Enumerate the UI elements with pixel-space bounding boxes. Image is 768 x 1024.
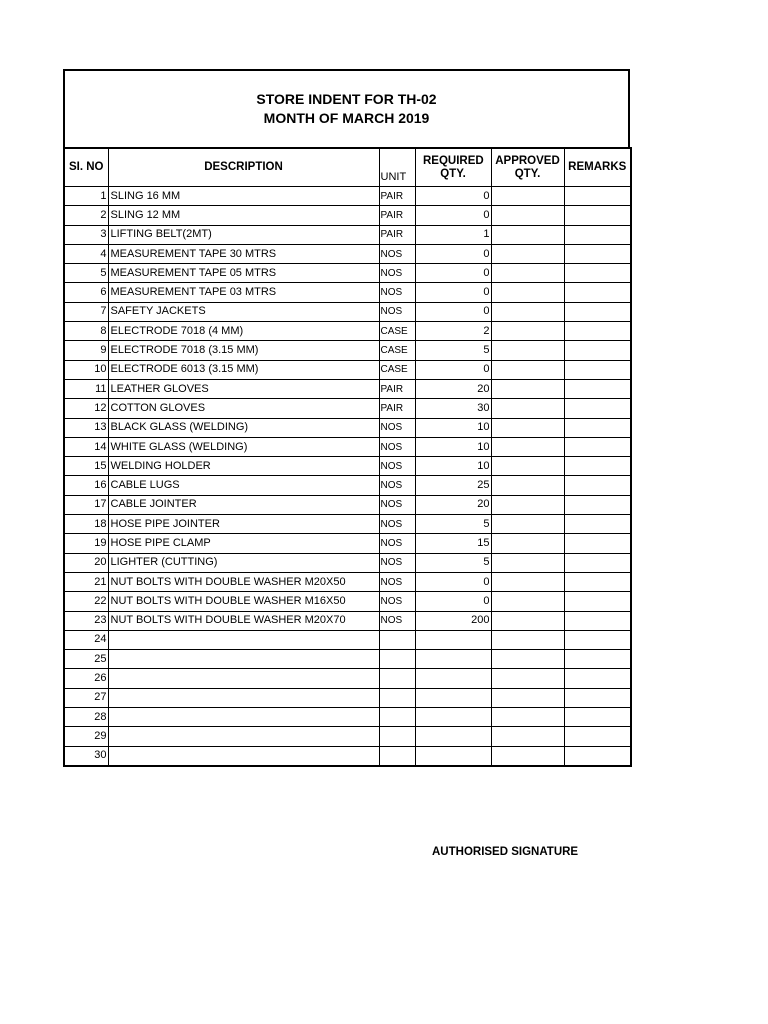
table-row xyxy=(64,592,631,611)
row-description xyxy=(108,669,379,688)
table-row xyxy=(64,322,631,341)
row-description: LIGHTER (CUTTING) xyxy=(108,553,379,572)
row-sl-no: 29 xyxy=(64,727,108,746)
row-approved-qty xyxy=(491,669,564,688)
row-sl-no: 11 xyxy=(64,379,108,398)
row-description xyxy=(108,630,379,649)
table-row xyxy=(64,669,631,688)
row-unit: CASE xyxy=(379,322,415,341)
row-approved-qty xyxy=(491,225,564,244)
table-row xyxy=(64,283,631,302)
row-approved-qty xyxy=(491,746,564,766)
table-row xyxy=(64,360,631,379)
row-unit: PAIR xyxy=(379,206,415,225)
indent-sheet xyxy=(63,69,630,767)
table-row xyxy=(64,495,631,514)
header-description: DESCRIPTION xyxy=(108,148,379,187)
row-sl-no: 5 xyxy=(64,264,108,283)
row-unit: NOS xyxy=(379,244,415,263)
header-approved-qty-label: APPROVED QTY. xyxy=(495,154,560,180)
row-sl-no: 4 xyxy=(64,244,108,263)
row-required-qty: 5 xyxy=(415,341,491,360)
row-approved-qty xyxy=(491,187,564,206)
row-unit: NOS xyxy=(379,515,415,534)
row-description: SAFETY JACKETS xyxy=(108,302,379,321)
row-description: BLACK GLASS (WELDING) xyxy=(108,418,379,437)
row-remarks xyxy=(564,708,631,727)
row-unit xyxy=(379,688,415,707)
row-unit: NOS xyxy=(379,283,415,302)
row-remarks xyxy=(564,302,631,321)
row-sl-no: 24 xyxy=(64,630,108,649)
row-remarks xyxy=(564,244,631,263)
row-required-qty: 10 xyxy=(415,418,491,437)
row-description xyxy=(108,708,379,727)
row-remarks xyxy=(564,495,631,514)
header-remarks: REMARKS xyxy=(564,148,631,187)
row-description: MEASUREMENT TAPE 05 MTRS xyxy=(108,264,379,283)
row-sl-no: 18 xyxy=(64,515,108,534)
row-description: NUT BOLTS WITH DOUBLE WASHER M20X50 xyxy=(108,572,379,591)
row-description: CABLE LUGS xyxy=(108,476,379,495)
table-row xyxy=(64,650,631,669)
table-row xyxy=(64,206,631,225)
row-approved-qty xyxy=(491,495,564,514)
table-row xyxy=(64,572,631,591)
row-description: WHITE GLASS (WELDING) xyxy=(108,437,379,456)
row-sl-no: 7 xyxy=(64,302,108,321)
row-remarks xyxy=(564,592,631,611)
row-unit xyxy=(379,630,415,649)
row-remarks xyxy=(564,264,631,283)
row-sl-no: 13 xyxy=(64,418,108,437)
row-description: LIFTING BELT(2MT) xyxy=(108,225,379,244)
row-unit xyxy=(379,727,415,746)
row-unit: NOS xyxy=(379,592,415,611)
row-remarks xyxy=(564,746,631,766)
row-sl-no: 19 xyxy=(64,534,108,553)
row-approved-qty xyxy=(491,688,564,707)
row-description: ELECTRODE 6013 (3.15 MM) xyxy=(108,360,379,379)
row-required-qty: 0 xyxy=(415,302,491,321)
header-approved-qty xyxy=(491,148,564,187)
row-sl-no: 1 xyxy=(64,187,108,206)
header-unit: UNIT xyxy=(379,148,415,187)
row-required-qty: 2 xyxy=(415,322,491,341)
row-approved-qty xyxy=(491,322,564,341)
row-required-qty xyxy=(415,708,491,727)
row-required-qty xyxy=(415,650,491,669)
table-row xyxy=(64,399,631,418)
row-required-qty xyxy=(415,688,491,707)
row-description: MEASUREMENT TAPE 03 MTRS xyxy=(108,283,379,302)
row-required-qty xyxy=(415,746,491,766)
row-approved-qty xyxy=(491,379,564,398)
row-required-qty: 0 xyxy=(415,206,491,225)
row-approved-qty xyxy=(491,244,564,263)
row-required-qty: 0 xyxy=(415,264,491,283)
row-description xyxy=(108,688,379,707)
row-unit: NOS xyxy=(379,264,415,283)
document-subtitle: MONTH OF MARCH 2019 xyxy=(263,110,430,126)
row-sl-no: 8 xyxy=(64,322,108,341)
row-sl-no: 3 xyxy=(64,225,108,244)
header-row xyxy=(64,148,631,187)
row-approved-qty xyxy=(491,630,564,649)
row-description: LEATHER GLOVES xyxy=(108,379,379,398)
row-unit: PAIR xyxy=(379,225,415,244)
row-remarks xyxy=(564,572,631,591)
header-required-qty-label: REQUIRED QTY. xyxy=(423,154,484,180)
row-approved-qty xyxy=(491,418,564,437)
row-sl-no: 30 xyxy=(64,746,108,766)
authorised-signature-label: AUTHORISED SIGNATURE xyxy=(432,846,579,858)
row-sl-no: 6 xyxy=(64,283,108,302)
table-row xyxy=(64,534,631,553)
row-description: MEASUREMENT TAPE 30 MTRS xyxy=(108,244,379,263)
row-unit: NOS xyxy=(379,437,415,456)
row-remarks xyxy=(564,669,631,688)
row-unit: PAIR xyxy=(379,187,415,206)
row-approved-qty xyxy=(491,283,564,302)
table-row xyxy=(64,457,631,476)
row-approved-qty xyxy=(491,399,564,418)
row-sl-no: 26 xyxy=(64,669,108,688)
row-required-qty: 20 xyxy=(415,379,491,398)
row-description: HOSE PIPE CLAMP xyxy=(108,534,379,553)
table-row xyxy=(64,225,631,244)
row-remarks xyxy=(564,630,631,649)
row-description: WELDING HOLDER xyxy=(108,457,379,476)
row-sl-no: 9 xyxy=(64,341,108,360)
row-approved-qty xyxy=(491,437,564,456)
row-approved-qty xyxy=(491,727,564,746)
row-sl-no: 12 xyxy=(64,399,108,418)
row-sl-no: 17 xyxy=(64,495,108,514)
row-unit: NOS xyxy=(379,457,415,476)
row-unit: PAIR xyxy=(379,399,415,418)
row-sl-no: 2 xyxy=(64,206,108,225)
row-unit: NOS xyxy=(379,534,415,553)
row-remarks xyxy=(564,457,631,476)
row-approved-qty xyxy=(491,206,564,225)
row-unit xyxy=(379,708,415,727)
row-unit xyxy=(379,746,415,766)
row-remarks xyxy=(564,225,631,244)
row-approved-qty xyxy=(491,650,564,669)
table-row xyxy=(64,553,631,572)
table-row xyxy=(64,746,631,766)
row-required-qty: 10 xyxy=(415,457,491,476)
row-required-qty: 0 xyxy=(415,360,491,379)
row-remarks xyxy=(564,476,631,495)
table-row xyxy=(64,341,631,360)
row-sl-no: 15 xyxy=(64,457,108,476)
row-description xyxy=(108,746,379,766)
row-approved-qty xyxy=(491,572,564,591)
row-required-qty: 30 xyxy=(415,399,491,418)
row-description xyxy=(108,727,379,746)
row-remarks xyxy=(564,437,631,456)
row-description: COTTON GLOVES xyxy=(108,399,379,418)
document-title: STORE INDENT FOR TH-02 xyxy=(256,91,437,107)
table-row xyxy=(64,187,631,206)
row-unit: NOS xyxy=(379,418,415,437)
row-description: CABLE JOINTER xyxy=(108,495,379,514)
table-row xyxy=(64,476,631,495)
row-description: SLING 16 MM xyxy=(108,187,379,206)
row-approved-qty xyxy=(491,476,564,495)
row-remarks xyxy=(564,360,631,379)
row-description: SLING 12 MM xyxy=(108,206,379,225)
row-description: ELECTRODE 7018 (3.15 MM) xyxy=(108,341,379,360)
row-approved-qty xyxy=(491,515,564,534)
table-row xyxy=(64,611,631,630)
row-sl-no: 25 xyxy=(64,650,108,669)
row-remarks xyxy=(564,322,631,341)
row-remarks xyxy=(564,515,631,534)
row-approved-qty xyxy=(491,302,564,321)
row-approved-qty xyxy=(491,611,564,630)
row-required-qty xyxy=(415,630,491,649)
row-required-qty: 0 xyxy=(415,244,491,263)
table-row xyxy=(64,515,631,534)
table-row xyxy=(64,437,631,456)
row-sl-no: 22 xyxy=(64,592,108,611)
row-unit: NOS xyxy=(379,476,415,495)
row-remarks xyxy=(564,534,631,553)
row-approved-qty xyxy=(491,592,564,611)
row-required-qty: 25 xyxy=(415,476,491,495)
row-sl-no: 14 xyxy=(64,437,108,456)
row-required-qty: 15 xyxy=(415,534,491,553)
header-sl-no: SI. NO xyxy=(64,148,108,187)
row-required-qty xyxy=(415,669,491,688)
row-required-qty: 10 xyxy=(415,437,491,456)
row-approved-qty xyxy=(491,264,564,283)
row-required-qty: 0 xyxy=(415,592,491,611)
row-unit: NOS xyxy=(379,553,415,572)
row-approved-qty xyxy=(491,553,564,572)
row-remarks xyxy=(564,379,631,398)
row-unit: PAIR xyxy=(379,379,415,398)
row-description: HOSE PIPE JOINTER xyxy=(108,515,379,534)
row-remarks xyxy=(564,650,631,669)
row-required-qty: 5 xyxy=(415,515,491,534)
row-unit xyxy=(379,650,415,669)
row-sl-no: 23 xyxy=(64,611,108,630)
table-body xyxy=(64,187,631,766)
row-remarks xyxy=(564,688,631,707)
indent-table xyxy=(63,147,632,767)
row-remarks xyxy=(564,611,631,630)
table-row xyxy=(64,630,631,649)
row-remarks xyxy=(564,283,631,302)
row-unit: CASE xyxy=(379,360,415,379)
row-sl-no: 28 xyxy=(64,708,108,727)
row-remarks xyxy=(564,418,631,437)
row-remarks xyxy=(564,206,631,225)
title-box xyxy=(63,69,630,147)
row-unit: NOS xyxy=(379,495,415,514)
row-description: NUT BOLTS WITH DOUBLE WASHER M20X70 xyxy=(108,611,379,630)
row-required-qty: 20 xyxy=(415,495,491,514)
row-remarks xyxy=(564,341,631,360)
row-description: ELECTRODE 7018 (4 MM) xyxy=(108,322,379,341)
table-row xyxy=(64,727,631,746)
row-approved-qty xyxy=(491,341,564,360)
row-sl-no: 16 xyxy=(64,476,108,495)
row-unit: NOS xyxy=(379,302,415,321)
row-unit xyxy=(379,669,415,688)
row-description xyxy=(108,650,379,669)
header-required-qty xyxy=(415,148,491,187)
table-row xyxy=(64,379,631,398)
row-approved-qty xyxy=(491,708,564,727)
table-row xyxy=(64,302,631,321)
row-remarks xyxy=(564,187,631,206)
row-unit: NOS xyxy=(379,611,415,630)
row-sl-no: 21 xyxy=(64,572,108,591)
row-sl-no: 10 xyxy=(64,360,108,379)
row-required-qty: 0 xyxy=(415,187,491,206)
table-row xyxy=(64,688,631,707)
row-approved-qty xyxy=(491,457,564,476)
table-row xyxy=(64,264,631,283)
row-description: NUT BOLTS WITH DOUBLE WASHER M16X50 xyxy=(108,592,379,611)
row-approved-qty xyxy=(491,360,564,379)
row-required-qty: 0 xyxy=(415,572,491,591)
row-remarks xyxy=(564,399,631,418)
row-required-qty xyxy=(415,727,491,746)
table-row xyxy=(64,708,631,727)
row-remarks xyxy=(564,553,631,572)
row-required-qty: 0 xyxy=(415,283,491,302)
table-row xyxy=(64,244,631,263)
row-unit: NOS xyxy=(379,572,415,591)
row-approved-qty xyxy=(491,534,564,553)
row-required-qty: 1 xyxy=(415,225,491,244)
row-remarks xyxy=(564,727,631,746)
row-sl-no: 27 xyxy=(64,688,108,707)
row-sl-no: 20 xyxy=(64,553,108,572)
row-unit: CASE xyxy=(379,341,415,360)
row-required-qty: 200 xyxy=(415,611,491,630)
row-required-qty: 5 xyxy=(415,553,491,572)
table-row xyxy=(64,418,631,437)
